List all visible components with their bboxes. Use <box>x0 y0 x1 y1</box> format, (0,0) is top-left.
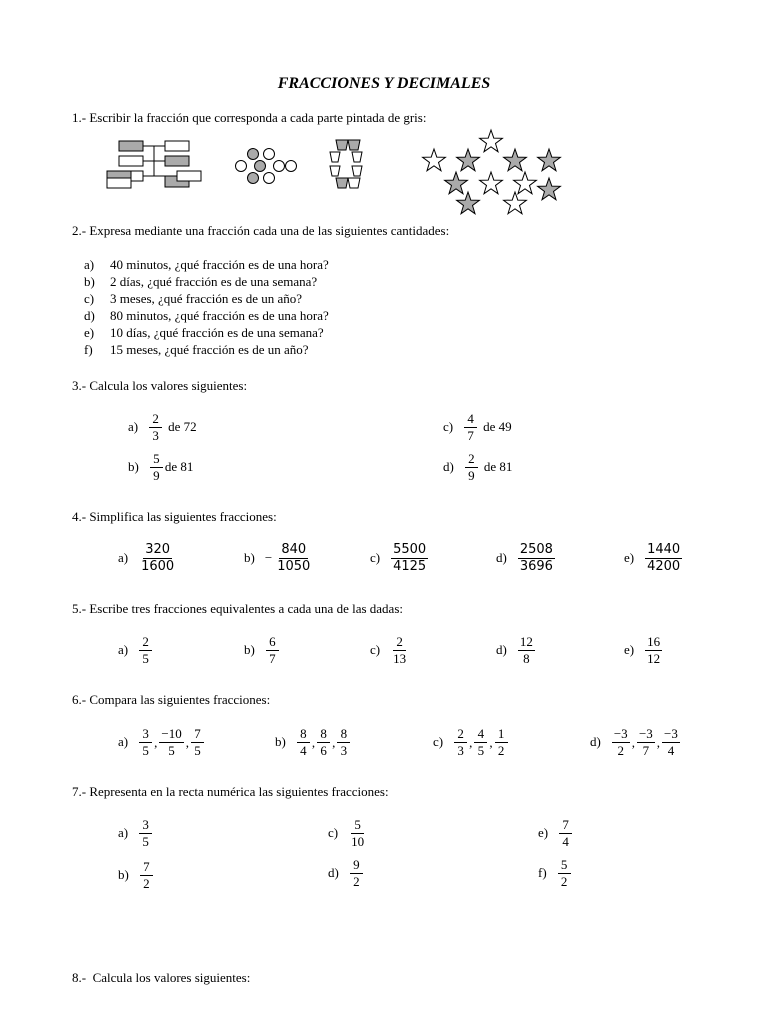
fraction: $\frac{16}{12}$ <box>647 634 661 666</box>
exercise-item: d) $\frac{2508}{3696}$ <box>496 542 553 574</box>
fraction: $\frac{2}{3}$ <box>149 412 162 442</box>
rectangles-figure <box>105 138 205 190</box>
exercise-item: d) $\frac{2}{9}$ de 81 <box>443 451 513 483</box>
exercise-item: e) $\frac{1440}{4200}$ <box>624 542 681 574</box>
exercise-item: b) $\frac{5}{9}$ de 81 <box>128 451 194 483</box>
exercise-item: b) − $\frac{840}{1050}$ <box>244 542 311 574</box>
list-item: b) 2 días, ¿qué fracción es de una semana? <box>84 274 318 289</box>
fraction: $\frac{7}{2}$ <box>140 860 153 890</box>
exercise-item: e) $\frac{7}{4}$ <box>538 818 573 848</box>
fraction: $\frac{12}{8}$ <box>519 634 533 666</box>
exercise-item: a) $\frac{3}{5}$ , $\frac{-10}{5}$ , $\frac{7}{5}$ <box>118 727 205 757</box>
fraction: $\frac{9}{2}$ <box>350 858 363 888</box>
list-item: d) 80 minutos, ¿qué fracción es de una hora? <box>84 308 329 323</box>
exercise-item: e) $\frac{16}{12}$ <box>624 634 661 666</box>
exercise-item: c) $\frac{4}{7}$ de 49 <box>443 411 512 443</box>
fraction: $\frac{2}{5}$ <box>139 635 152 665</box>
question-6: 6.- Compara las siguientes fracciones: <box>72 692 271 707</box>
fraction: $\frac{8}{3}$ <box>337 727 350 757</box>
fraction: $\frac{-3}{2}$ <box>613 726 628 758</box>
fraction: $\frac{5}{2}$ <box>558 858 571 888</box>
exercise-item: a) $\frac{2}{3}$ de 72 <box>128 411 197 443</box>
question-7: 7.- Representa en la recta numérica las siguientes fracciones: <box>72 784 389 799</box>
exercise-item: c) $\frac{2}{3}$ , $\frac{4}{5}$ , $\frac{1}{2}$ <box>433 727 509 757</box>
question-4: 4.- Simplifica las siguientes fracciones: <box>72 509 277 524</box>
fraction: $\frac{-10}{5}$ <box>161 726 182 758</box>
fraction: $\frac{2}{3}$ <box>454 727 467 757</box>
exercise-item: a) $\frac{2}{5}$ <box>118 635 153 665</box>
exercise-item: c) $\frac{2}{13}$ <box>370 634 407 666</box>
fraction: $\frac{6}{7}$ <box>266 635 279 665</box>
fraction: $\frac{3}{5}$ <box>139 818 152 848</box>
question-5: 5.- Escribe tres fracciones equivalentes a cada una de las dadas: <box>72 601 403 616</box>
list-item: c) 3 meses, ¿qué fracción es de un año? <box>84 291 303 306</box>
fraction: $\frac{7}{4}$ <box>559 818 572 848</box>
fraction: $\frac{320}{1600}$ <box>141 542 175 574</box>
question-3: 3.- Calcula los valores siguientes: <box>72 378 248 393</box>
question-2: 2.- Expresa mediante una fracción cada una de las siguientes cantidades: <box>72 223 450 238</box>
fraction: $\frac{-3}{4}$ <box>664 726 678 758</box>
circles-figure <box>232 146 298 186</box>
exercise-item: c) $\frac{5}{10}$ <box>328 817 365 849</box>
exercise-item: d) $\frac{-3}{2}$ , $\frac{-3}{7}$ , $\frac{-3}{4}$ <box>590 726 678 758</box>
fraction: $\frac{-3}{7}$ <box>638 726 653 758</box>
exercise-item: b) $\frac{8}{4}$ , $\frac{8}{6}$ , $\frac{8}{3}$ <box>275 727 351 757</box>
exercise-item: a) $\frac{3}{5}$ <box>118 818 153 848</box>
page-title: FRACCIONES Y DECIMALES <box>277 75 491 92</box>
question-8: 8.- Calcula los valores siguientes: <box>72 970 251 985</box>
exercise-item: d) $\frac{9}{2}$ <box>328 858 364 888</box>
fraction: $\frac{2508}{3696}$ <box>519 542 553 574</box>
question-1: 1.- Escribir la fracción que corresponda a cada parte pintada de gris: <box>72 110 427 125</box>
exercise-item: b) $\frac{6}{7}$ <box>244 635 280 665</box>
fraction: $\frac{4}{7}$ <box>464 412 477 442</box>
fraction: $\frac{8}{6}$ <box>317 727 330 757</box>
fraction: $\frac{2}{9}$ <box>465 452 478 482</box>
fraction: $\frac{5500}{4125}$ <box>393 542 427 574</box>
fraction: $\frac{5}{9}$ <box>150 452 163 482</box>
fraction: $\frac{4}{5}$ <box>474 727 487 757</box>
fraction: $\frac{3}{5}$ <box>139 727 152 757</box>
fraction: $\frac{2}{13}$ <box>393 634 407 666</box>
exercise-item: a) $\frac{320}{1600}$ <box>118 542 175 574</box>
fraction: $\frac{5}{10}$ <box>351 817 365 849</box>
exercise-item: c) $\frac{5500}{4125}$ <box>370 542 427 574</box>
stars-figure <box>418 126 568 218</box>
fraction: $\frac{8}{4}$ <box>297 727 310 757</box>
trapezoids-figure <box>326 138 366 190</box>
fraction: $\frac{840}{1050}$ <box>277 542 311 574</box>
exercise-item: d) $\frac{12}{8}$ <box>496 634 533 666</box>
list-item: f) 15 meses, ¿qué fracción es de un año? <box>84 342 309 357</box>
exercise-item: f) $\frac{5}{2}$ <box>538 858 572 888</box>
fraction: $\frac{1440}{4200}$ <box>647 542 681 574</box>
fraction: $\frac{7}{5}$ <box>191 727 204 757</box>
list-item: e) 10 días, ¿qué fracción es de una semana? <box>84 325 324 340</box>
fraction: $\frac{1}{2}$ <box>495 727 508 757</box>
list-item: a) 40 minutos, ¿qué fracción es de una hora? <box>84 257 329 272</box>
exercise-item: b) $\frac{7}{2}$ <box>118 860 154 890</box>
